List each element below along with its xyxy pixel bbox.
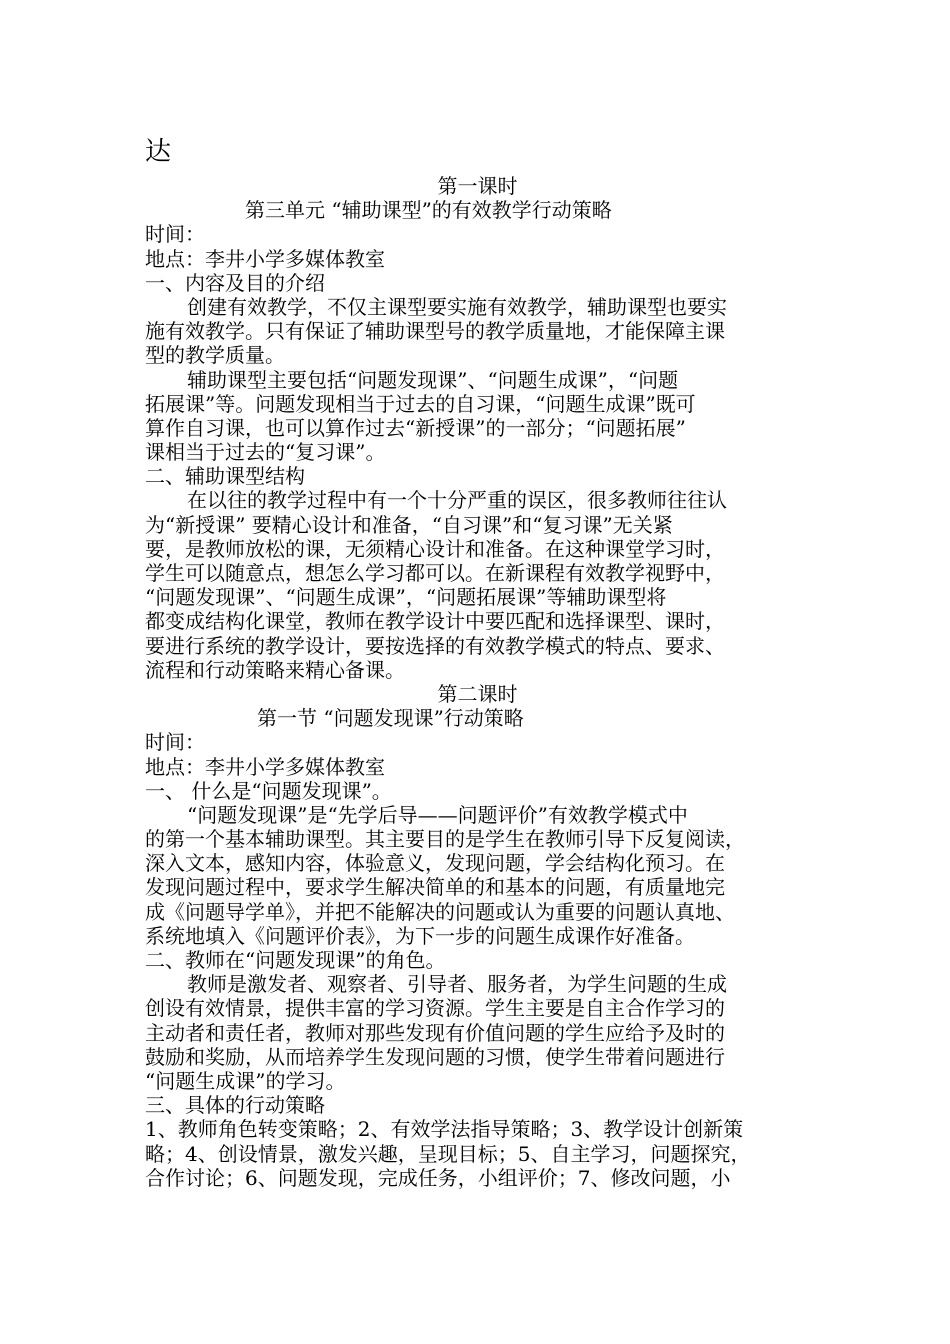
lesson-heading: 第二课时 [437,681,518,706]
paragraph-line: 略；4、创设情景，激发兴趣，呈现目标；5、自主学习，问题探究， [145,1141,751,1166]
paragraph-line: 要，是教师放松的课，无须精心设计和准备。在这种课堂学习时， [145,536,725,561]
paragraph-line: 主动者和责任者，教师对那些发现有价值问题的学生应给予及时的 [145,1020,725,1045]
paragraph-line: “问题发现课”是“先学后导——问题评价”有效教学模式中 [187,802,688,827]
paragraph-line: 辅助课型主要包括“问题发现课”、“问题生成课”，“问题 [187,367,679,392]
location-line: 地点：李井小学多媒体教室 [145,754,385,779]
paragraph-line: 为“新授课” 要精心设计和准备，“自习课”和“复习课”无关紧 [145,512,673,537]
paragraph-line: 创设有效情景，提供丰富的学习资源。学生主要是自主合作学习的 [145,996,725,1021]
paragraph-line: 系统地填入《问题评价表》，为下一步的问题生成课作好准备。 [145,923,695,948]
leading-character: 达 [145,137,172,167]
paragraph-line: 创建有效教学，不仅主课型要实施有效教学，辅助课型也要实 [187,294,727,319]
paragraph-line: 要进行系统的教学设计，要按选择的有效教学模式的特点、要求、 [145,633,725,658]
paragraph-line: 发现问题过程中，要求学生解决简单的和基本的问题，有质量地完 [145,875,725,900]
lesson-heading: 第一课时 [437,174,518,198]
paragraph-line: 拓展课”等。问题发现相当于过去的自习课，“问题生成课”既可 [145,391,696,416]
time-label: 时间： [145,222,205,247]
paragraph-line: 深入文本，感知内容，体验意义，发现问题，学会结构化预习。在 [145,851,725,876]
time-label: 时间： [145,730,205,755]
paragraph-line: 算作自习课，也可以算作过去“新授课”的一部分；“问题拓展” [145,415,686,440]
paragraph-line: 在以往的教学过程中有一个十分严重的误区，很多教师往往认 [187,488,727,513]
paragraph-line: 教师是激发者、观察者、引导者、服务者，为学生问题的生成 [187,972,727,997]
paragraph-line: 施有效教学。只有保证了辅助课型号的教学质量地，才能保障主课 [145,319,725,344]
paragraph-line: 鼓励和奖励，从而培养学生发现问题的习惯，使学生带着问题进行 [145,1044,725,1069]
paragraph-line: 1、教师角色转变策略；2、有效学法指导策略；3、教学设计创新策 [145,1117,744,1142]
section-heading: 一、 什么是“问题发现课”。 [145,778,392,803]
paragraph-line: 学生可以随意点，想怎么学习都可以。在新课程有效教学视野中， [145,561,725,585]
paragraph-line: 合作讨论；6、问题发现，完成任务，小组评价；7、修改问题，小 [145,1165,731,1190]
paragraph-line: 都变成结构化课堂，教师在教学设计中要匹配和选择课型、课时， [145,609,725,634]
paragraph-line: 的第一个基本辅助课型。其主要目的是学生在教师引导下反复阅读， [145,827,745,852]
section-title: 第一节 “问题发现课”行动策略 [257,706,524,731]
paragraph-line: 课相当于过去的“复习课”。 [145,440,386,465]
section-heading: 二、辅助课型结构 [145,464,305,489]
location-line: 地点：李井小学多媒体教室 [145,246,385,271]
document-page [145,130,810,1190]
unit-title: 第三单元 “辅助课型”的有效教学行动策略 [245,198,612,223]
paragraph-line: “问题发现课”、“问题生成课”，“问题拓展课”等辅助课型将 [145,585,667,610]
section-heading: 二、教师在“问题发现课”的角色。 [145,948,446,972]
paragraph-line: 成《问题导学单》，并把不能解决的问题或认为重要的问题认真地、 [145,899,735,924]
paragraph-line: “问题生成课”的学习。 [145,1068,346,1093]
section-heading: 三、具体的行动策略 [145,1093,325,1118]
paragraph-line: 型的教学质量。 [145,343,285,368]
paragraph-line: 流程和行动策略来精心备课。 [145,657,405,682]
section-heading: 一、内容及目的介绍 [145,270,325,295]
